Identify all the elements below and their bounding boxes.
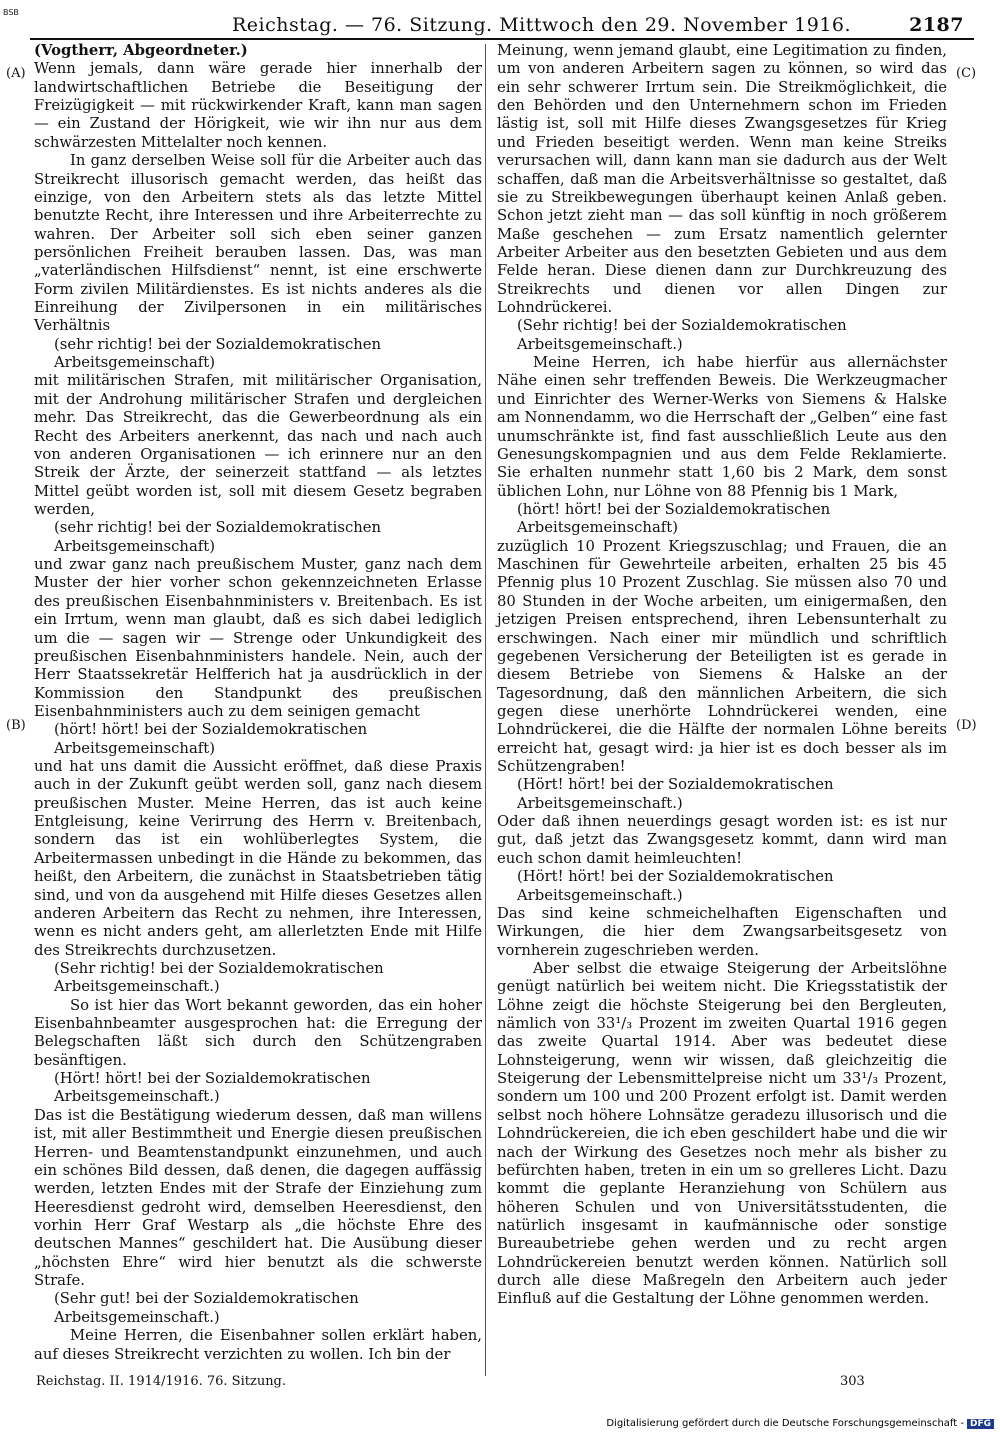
interjection: (Sehr richtig! bei der Sozialdemokratischen Arbeitsgemeinschaft.) — [54, 959, 384, 996]
margin-marker-b: (B) — [6, 718, 26, 733]
paragraph: So ist hier das Wort bekannt geworden, das ein hoher Eisenbahnbeamter ausgesprochen hat: die Erregung der Belegschaften läßt sich durch den Schützengraben besänftigen. — [34, 996, 482, 1069]
right-column — [497, 42, 947, 1309]
paragraph: Aber selbst die etwaige Steigerung der Arbeitslöhne genügt natürlich bei weitem nicht. Die Kriegsstatistik der Löhne zeigt die höchste Steigerung bei den Bergleuten, nämlich von 33¹/₃ Prozent im zweiten Quartal 1916 gegen das zweite Quartal 1914. Aber was bedeutet diese Lohnsteigerung, wenn wir wissen, daß gleichzeitig die Steigerung der Lebensmittelpreise nicht um 33¹/₃ Prozent, sondern um 100 und 200 Prozent erfolgt ist. Damit werden selbst noch höhere Lohnsätze geradezu illusorisch und die Lohndrückereien, die ich eben geschildert habe und die wir nach der Wirkung des Gesetzes noch mehr als bisher zu befürchten haben, treten in ein um so grelleres Licht. Dazu kommt die geplante Heranziehung von Schülern aus höheren Schulen und von Universitätsstudenten, die natürlich insgesamt in kaufmännische oder sonstige Bureaubetriebe gehen werden und zu recht argen Lohndrückereien benutzt werden können. Natürlich soll durch alle diese Maßregeln den Arbeitern auch jeder Einfluß auf die Gestaltung der Löhne genommen werden. — [497, 959, 947, 1308]
paragraph: Das sind keine schmeichelhaften Eigenschaften und Wirkungen, die hier dem Zwangsarbeitsgesetz von vornherein zugeschrieben werden. — [497, 904, 947, 959]
interjection: (sehr richtig! bei der Sozialdemokratischen Arbeitsgemeinschaft) — [54, 335, 382, 372]
interjection: (hört! hört! bei der Sozialdemokratischen Arbeitsgemeinschaft) — [54, 721, 368, 757]
paragraph: Oder daß ihnen neuerdings gesagt worden ist: es ist nur gut, daß jetzt das Zwangsgesetz kommt, dann wird man euch schon damit heimleuchten! — [497, 813, 947, 867]
footer-sheet-number: 303 — [840, 1374, 865, 1389]
running-head: Reichstag. — 76. Sitzung. Mittwoch den 29. November 1916. — [232, 14, 852, 36]
paragraph: Wenn jemals, dann wäre gerade hier innerhalb der landwirtschaftlichen Betriebe die Beseitigung der Freizügigkeit — mit rückwirkender Kraft, kann man sagen — ein Zustand der Hörigkeit, wie wir ihn nur aus dem schwärzesten Mittelalter noch kennen. — [34, 60, 482, 151]
paragraph: Meine Herren, ich habe hierfür aus allernächster Nähe einen sehr treffenden Beweis. Die Werkzeugmacher und Einrichter des Werner-Werks von Siemens & Halske am Nonnendamm, wo die Herrschaft der „Gelben“ eine fast unumschränkte ist, find fast ausschließlich Leute aus den Genesungskompagnien und aus dem Felde Reklamierte. Sie erhalten nunmehr statt 1,60 bis 2 Mark, dem sonst üblichen Lohn, nur Löhne von 88 Pfennig bis 1 Mark, — [497, 354, 947, 500]
interjection: (Hört! hört! bei der Sozialdemokratischen Arbeitsgemeinschaft.) — [517, 776, 834, 812]
interjection: (Hört! hört! bei der Sozialdemokratischen Arbeitsgemeinschaft.) — [54, 1070, 371, 1106]
left-column — [34, 42, 482, 1364]
library-mark: BSB — [3, 8, 19, 17]
paragraph: Meinung, wenn jemand glaubt, eine Legitimation zu finden, um von anderen Arbeitern sagen zu können, so wird das ein sehr schwerer Irrtum sein. Die Streikmöglichkeit, die den Behörden und den Unternehmern schon im Frieden lästig ist, soll mit Hilfe dieses Zwangsgesetzes für Krieg und Frieden beseitigt werden. Wenn man keine Streiks verursachen will, dann kann man sie dadurch aus der Welt schaffen, daß man die Arbeitsverhältnisse so gestaltet, daß sie zu Streikbewegungen überhaupt keinen Anlaß geben. Schon jetzt zieht man — das soll künftig in noch größerem Maße geschehen — zum Ersatz namentlich gelernter Arbeiter Arbeiter aus den besetzten Gebieten und aus dem Felde heran. Diese dienen dann zur Durchkreuzung des Streikrechts und dienen vor allen Dingen zur Lohndrückerei. — [497, 42, 947, 317]
footer-signature: Reichstag. II. 1914/1916. 76. Sitzung. — [36, 1374, 287, 1389]
dfg-logo: DFG — [967, 1419, 994, 1429]
paragraph: und zwar ganz nach preußischem Muster, ganz nach dem Muster der hier vorher schon gekennzeichneten Erlasse des preußischen Eisenbahnministers v. Breitenbach. Es ist ein Irrtum, wenn man glaubt, daß es sich dabei lediglich um die — sagen wir — Strenge oder Unkundigkeit des preußischen Eisenbahnministers handele. Nein, auch der Herr Staatssekretär Helfferich hat ja ausdrücklich in der Kommission den Standpunkt des preußischen Eisenbahnministers auch zu dem seinigen gemacht — [34, 556, 482, 720]
digitization-credit — [606, 1418, 994, 1429]
header-rule — [30, 38, 974, 40]
credit-text: Digitalisierung gefördert durch die Deutsche Forschungsgemeinschaft - — [606, 1418, 964, 1429]
page-number: 2187 — [909, 14, 964, 36]
paragraph: Das ist die Bestätigung wiederum dessen, daß man willens ist, mit aller Bestimmtheit und Energie diesen preußischen Herren- und Beamtenstandpunkt einzunehmen, und auch ein schönes Bild dessen, daß denen, die dagegen auffässig werden, letzten Endes mit der Strafe der Einziehung zum Heeresdienst gedroht wird, demselben Heeresdienst, den vorhin Herr Graf Westarp als „die höchste Ehre des deutschen Mannes“ geschildert hat. Die Ausübung dieser „höchsten Ehre“ wird hier benutzt als die schwerste Strafe. — [34, 1106, 482, 1290]
paragraph: In ganz derselben Weise soll für die Arbeiter auch das Streikrecht illusorisch gemacht werden, das heißt das einzige, von den Arbeitern stets als das letzte Mittel benutzte Recht, ihre Interessen und ihre Arbeiterrechte zu wahren. Der Arbeiter soll sich eben seiner ganzen persönlichen Freiheit berauben lassen. Das, was man „vaterländischen Hilfsdienst“ nennt, ist eine erschwerte Form zivilen Militärdienstes. Es ist nichts anderes als die Einreihung der Zivilpersonen in ein militärisches Verhältnis — [34, 152, 482, 335]
paragraph: Meine Herren, die Eisenbahner sollen erklärt haben, auf dieses Streikrecht verzichten zu wollen. Ich bin der — [34, 1327, 482, 1363]
interjection: (Sehr richtig! bei der Sozialdemokratischen Arbeitsgemeinschaft.) — [517, 317, 847, 353]
paragraph: mit militärischen Strafen, mit militärischer Organisation, mit der Androhung militärischer Strafen und dergleichen mehr. Das Streikrecht, das die Gewerbeordnung als ein Recht des Arbeiters anerkennt, das nach und nach auch von anderen Organisationen — ich erinnere nur an den Streik der Ärzte, der seinerzeit stattfand — als letztes Mittel geübt worden ist, soll mit diesem Gesetz begraben werden, — [34, 372, 482, 518]
margin-marker-a: (A) — [6, 66, 26, 81]
margin-marker-c: (C) — [956, 66, 977, 81]
speaker-name: (Vogtherr, Abgeordneter.) — [34, 42, 248, 59]
paragraph: zuzüglich 10 Prozent Kriegszuschlag; und Frauen, die an Maschinen für Gewehrteile arbeiten, erhalten 25 bis 45 Pfennig plus 10 Prozent Zuschlag. Sie müssen also 70 und 80 Stunden in der Woche arbeiten, um einigermaßen, den jetzigen Preisen entsprechend, ihren Lebensunterhalt zu erschwingen. Nach einer mir mündlich und schriftlich gegebenen Versicherung der Beteiligten ist es gerade in diesem Betriebe von Siemens & Halske an der Tagesordnung, daß den männlichen Arbeitern, die sich gegen diese unerhörte Lohndrückerei wenden, eine Lohndrückerei, die die Hälfte der normalen Löhne bereits erreicht hat, gesagt wird: ja hier ist es doch besser als im Schützengraben! — [497, 537, 947, 776]
paragraph: und hat uns damit die Aussicht eröffnet, daß diese Praxis auch in der Zukunft geübt werden soll, ganz nach diesem preußischen Muster. Meine Herren, das ist auch keine Entgleisung, keine Verirrung des Herrn v. Breitenbach, sondern das ist ein wohlüberlegtes System, die Arbeitermassen unbedingt in die Hände zu bekommen, das heißt, den Arbeitern, die zunächst in Staatsbetrieben tätig sind, und von da ausgehend mit Hilfe dieses Gesetzes allen anderen Arbeitern das Recht zu nehmen, ihre Interessen, wenn es nicht anders geht, am allerletzten Ende mit Hilfe des Streikrechts durchzusetzen. — [34, 758, 482, 959]
column-separator — [485, 44, 486, 1376]
margin-marker-d: (D) — [956, 718, 977, 733]
interjection: (Sehr gut! bei der Sozialdemokratischen Arbeitsgemeinschaft.) — [54, 1290, 359, 1326]
interjection: (sehr richtig! bei der Sozialdemokratischen Arbeitsgemeinschaft) — [54, 519, 382, 555]
interjection: (hört! hört! bei der Sozialdemokratischen Arbeitsgemeinschaft) — [517, 500, 831, 537]
interjection: (Hört! hört! bei der Sozialdemokratischen Arbeitsgemeinschaft.) — [517, 868, 834, 904]
